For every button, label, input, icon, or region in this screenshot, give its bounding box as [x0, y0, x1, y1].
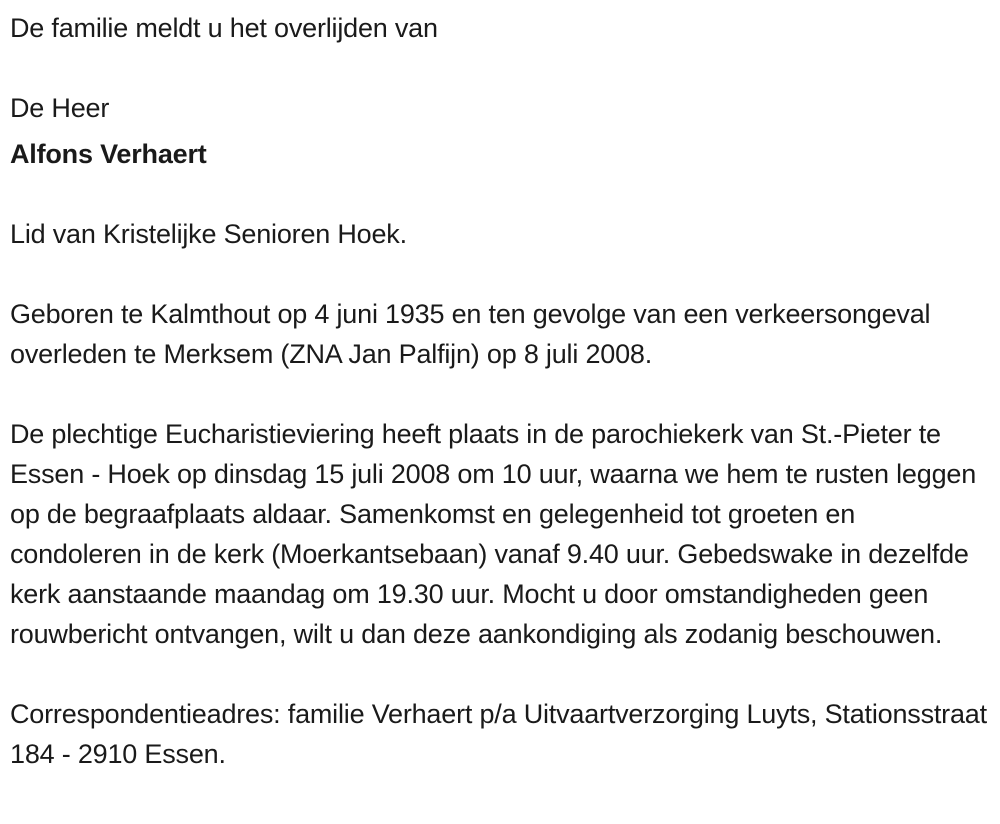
correspondence-paragraph: Correspondentieadres: familie Verhaert p/a Uitvaartverzorging Luyts, Stationsstraat 184 - 2910 Essen. — [10, 699, 987, 769]
membership-line: Lid van Kristelijke Senioren Hoek. — [10, 219, 407, 249]
salutation-line: De Heer — [10, 93, 110, 123]
service-details-paragraph: De plechtige Eucharistieviering heeft plaats in de parochiekerk van St.-Pieter te Essen - Hoek op dinsdag 15 juli 2008 om 10 uur, waarna we hem te rusten leggen op de begraafplaats aldaar. Samenkomst en gelegenheid tot groeten en condoleren in de kerk (Moerkantsebaan) vanaf 9.40 uur. Gebedswake in dezelfde kerk aanstaande maandag om 19.30 uur. Mocht u door omstandigheden geen rouwbericht ontvangen, wilt u dan deze aankondiging als zodanig beschouwen. — [10, 419, 977, 649]
deceased-name: Alfons Verhaert — [10, 139, 207, 169]
birth-death-paragraph: Geboren te Kalmthout op 4 juni 1935 en ten gevolge van een verkeersongeval overleden te Merksem (ZNA Jan Palfijn) op 8 juli 2008. — [10, 299, 931, 369]
intro-line: De familie meldt u het overlijden van — [10, 13, 438, 43]
